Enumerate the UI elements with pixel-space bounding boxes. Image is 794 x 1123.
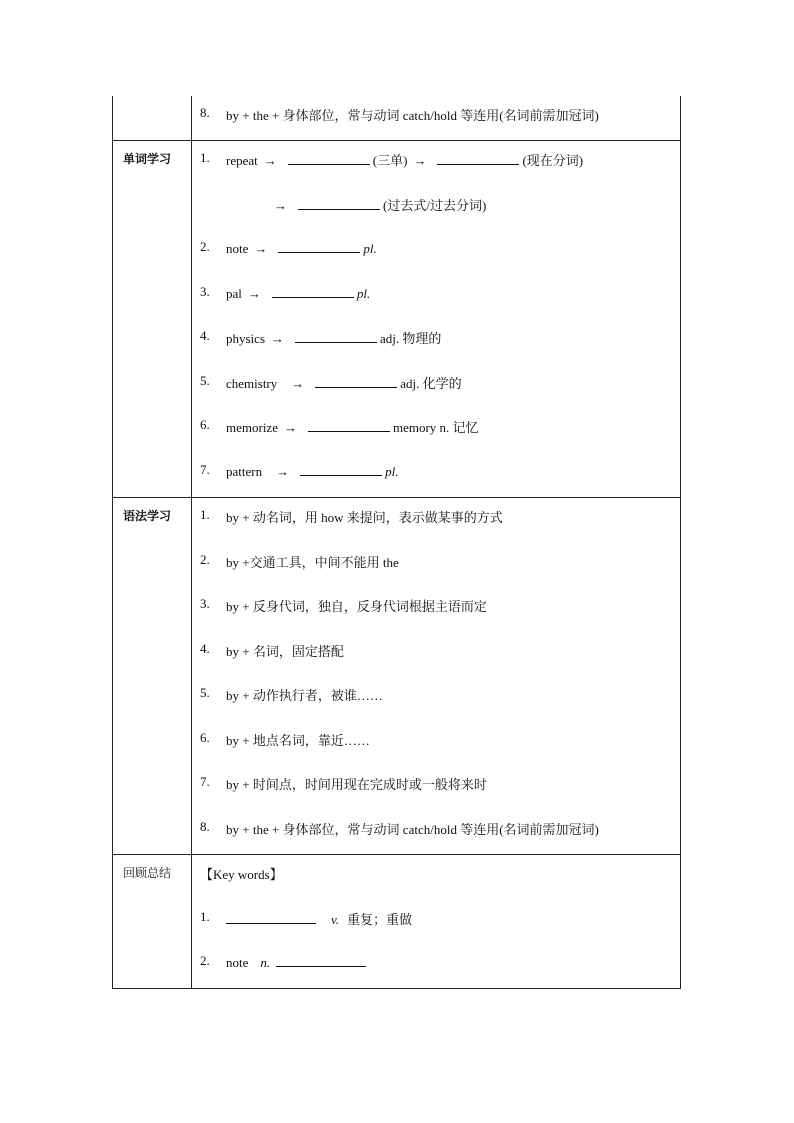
key-words-heading: 【Key words】 (200, 867, 283, 882)
review-row (113, 855, 681, 989)
item-number: 1. (200, 908, 210, 924)
hint-text: pl. (363, 241, 377, 256)
grammar-label-cell (113, 498, 192, 855)
part-of-speech: v. (331, 911, 340, 927)
item-number: 8. (200, 105, 210, 120)
item-text: by + 时间点，时间用现在完成时或一般将来时 (226, 777, 487, 792)
item-text (226, 909, 412, 928)
item-text (226, 417, 479, 436)
item-text (226, 373, 462, 392)
list-item (192, 543, 680, 588)
answer-blank[interactable] (308, 418, 390, 432)
hint-text: (过去式/过去分词) (383, 197, 487, 213)
list-item (192, 319, 680, 364)
item-number: 1. (200, 507, 210, 522)
review-content (192, 855, 681, 989)
item-number: 4. (200, 328, 210, 343)
hint-text: (三单) (372, 153, 408, 168)
arrow-icon: → (254, 241, 268, 256)
vocab-word: pattern (226, 463, 263, 479)
arrow-icon: → (247, 285, 261, 301)
item-number: 6. (200, 729, 210, 745)
item-text: by + 地点名词，靠近…… (226, 732, 370, 748)
item-text: by + the + 身体部位，常与动词 catch/hold 等连用(名词前需加冠词) (226, 821, 599, 837)
item-text (226, 284, 370, 302)
hint-text: memory n. 记忆 (392, 420, 479, 435)
study-sheet-table (112, 96, 681, 989)
item-number: 2. (200, 239, 210, 254)
item-text: by + 反身代词，独自，反身代词根据主语而定 (226, 599, 487, 614)
item-text: by + 名词，固定搭配 (226, 643, 344, 659)
hint-text: (现在分词) (522, 153, 584, 168)
list-item (192, 765, 680, 810)
item-number: 5. (200, 685, 210, 700)
vocab-word: chemistry (226, 375, 278, 391)
item-text (226, 150, 583, 169)
item-number: 5. (200, 372, 210, 388)
item-number: 6. (200, 417, 210, 432)
item-text (226, 328, 441, 347)
item-text (226, 462, 398, 480)
item-number: 2. (200, 953, 210, 968)
grammar-row (113, 498, 681, 855)
vocab-word: repeat (226, 153, 258, 168)
arrow-icon: → (291, 375, 305, 391)
hint-text: adj. 化学的 (400, 375, 462, 391)
list-item (192, 275, 680, 320)
list-item (192, 498, 680, 543)
item-number: 2. (200, 551, 210, 567)
hint-text: pl. (385, 463, 399, 479)
answer-blank[interactable] (278, 239, 360, 253)
list-item (192, 810, 680, 855)
vocab-word: note (226, 241, 249, 256)
list-item (192, 453, 680, 498)
item-number: 3. (200, 283, 210, 299)
arrow-icon: → (276, 463, 290, 479)
vocab-word: memorize (226, 420, 278, 435)
list-item (192, 944, 680, 988)
meaning-text: 重复；重做 (347, 911, 413, 927)
list-item (192, 230, 680, 275)
item-text: by + 动作执行者，被谁…… (226, 688, 383, 703)
arrow-icon: → (271, 331, 284, 346)
arrow-icon: → (283, 420, 297, 435)
arrow-icon: → (274, 197, 287, 213)
continued-row (113, 96, 681, 141)
hint-text: pl. (356, 285, 371, 301)
list-item (192, 632, 680, 677)
answer-blank[interactable] (298, 196, 380, 210)
grammar-label: 语法学习 (123, 509, 172, 523)
item-number: 7. (200, 461, 210, 477)
item-number: 3. (200, 596, 210, 611)
answer-blank[interactable] (272, 284, 354, 298)
part-of-speech: n. (260, 955, 271, 970)
list-item (192, 587, 680, 632)
item-number: 4. (200, 640, 210, 656)
answer-blank[interactable] (315, 374, 397, 388)
item-number: 8. (200, 818, 210, 834)
arrow-icon: → (413, 153, 427, 168)
vocab-word: pal (226, 285, 242, 301)
item-text: by +交通工具，中间不能用 the (226, 554, 399, 570)
vocab-row (113, 141, 681, 498)
vocab-content (192, 141, 681, 498)
list-item (192, 141, 680, 186)
item-number: 7. (200, 774, 210, 789)
vocab-word: physics (226, 331, 265, 346)
answer-blank[interactable] (276, 953, 366, 967)
list-item (192, 408, 680, 453)
list-item (192, 186, 680, 231)
vocab-label: 单词学习 (123, 152, 172, 166)
answer-blank[interactable] (300, 462, 382, 476)
list-item (192, 96, 680, 140)
vocab-word: note (226, 955, 249, 970)
item-text (268, 195, 486, 214)
answer-blank[interactable] (437, 151, 519, 165)
item-text (226, 239, 377, 257)
review-label: 回顾总结 (123, 866, 172, 880)
answer-blank[interactable] (288, 151, 370, 165)
list-item (192, 676, 680, 721)
vocab-label-cell (113, 141, 192, 498)
empty-label-cell (113, 96, 192, 141)
list-item (192, 900, 680, 945)
hint-text: adj. 物理的 (380, 331, 442, 346)
arrow-icon: → (263, 153, 277, 168)
answer-blank[interactable] (226, 910, 316, 924)
review-label-cell (113, 855, 192, 989)
answer-blank[interactable] (295, 329, 377, 343)
continued-content (192, 96, 681, 141)
list-item (192, 364, 680, 409)
key-words-heading-row (192, 855, 680, 900)
item-text: by + 动名词，用 how 来提问，表示做某事的方式 (226, 510, 503, 525)
grammar-content (192, 498, 681, 855)
list-item (192, 721, 680, 766)
item-number: 1. (200, 150, 210, 165)
item-text: by + the + 身体部位，常与动词 catch/hold 等连用(名词前需加冠词) (226, 108, 599, 123)
item-text (226, 953, 369, 971)
